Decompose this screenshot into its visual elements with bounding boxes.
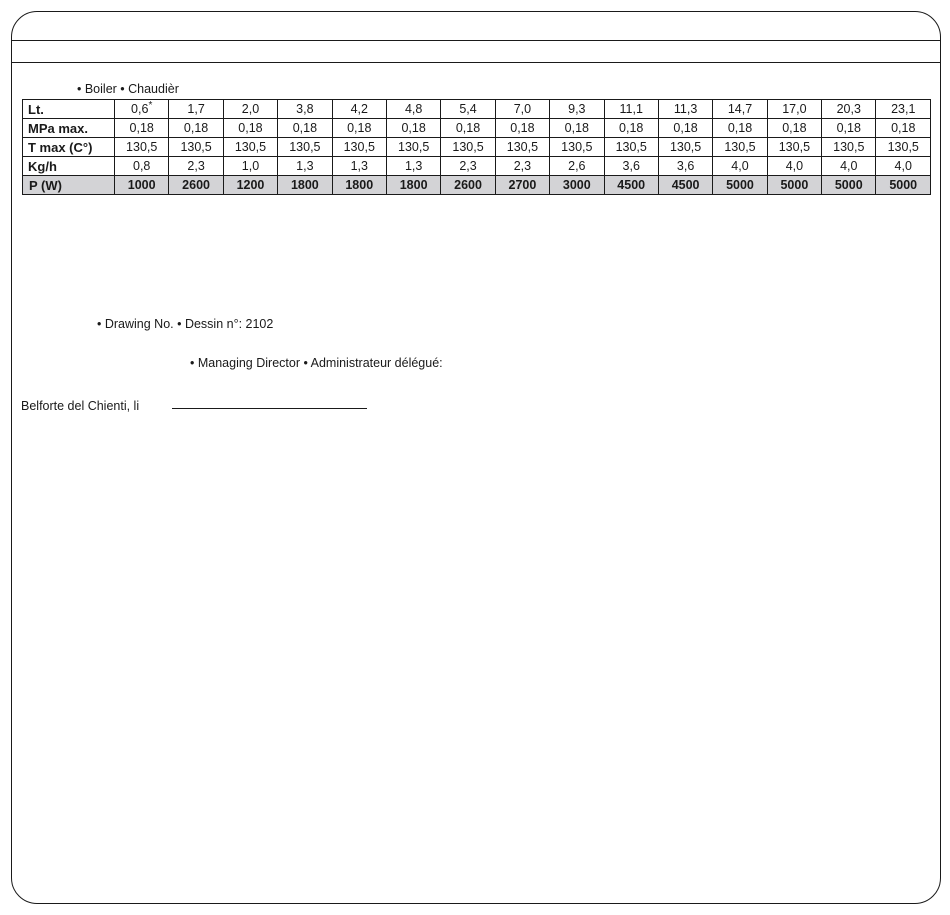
cell-value: 0,18: [619, 120, 644, 135]
cell-value: 1,3: [350, 158, 368, 173]
cell-value: 1200: [236, 177, 265, 192]
cell-value: 130,5: [669, 139, 702, 154]
cell-value: 1800: [290, 177, 319, 192]
table-cell: [767, 157, 821, 176]
cell-value: 5000: [780, 177, 809, 192]
table-cell: [495, 138, 549, 157]
cell-value: 0,18: [455, 120, 481, 135]
cell-value: 0,18: [183, 120, 209, 135]
table-cell: [169, 176, 223, 195]
row-label: T max (C°): [23, 138, 115, 157]
cell-value: 130,5: [506, 139, 539, 154]
cell-value: 2,0: [241, 101, 260, 116]
table-cell: [441, 119, 495, 138]
table-cell: [278, 100, 332, 119]
table-cell: [658, 176, 712, 195]
table-cell: [386, 100, 440, 119]
table-cell: [604, 119, 658, 138]
cell-value: 3,6: [622, 158, 640, 173]
cell-value: 130,5: [452, 139, 484, 154]
table-cell: [604, 138, 658, 157]
cell-value: 11,3: [673, 101, 698, 116]
cell-value: 0,18: [129, 120, 154, 135]
cell-value: 1,3: [404, 158, 423, 173]
table-cell: [278, 138, 332, 157]
table-cell: [822, 100, 876, 119]
table-cell: [767, 176, 821, 195]
table-cell: [386, 157, 440, 176]
cell-value: 0,8: [133, 158, 151, 173]
table-cell: [550, 100, 604, 119]
table-cell: [658, 100, 712, 119]
table-cell: [441, 157, 495, 176]
table-cell: [713, 176, 767, 195]
table-cell: [550, 157, 604, 176]
table-cell: [169, 119, 223, 138]
cell-value: 0,18: [891, 120, 916, 135]
cell-value: 20,3: [836, 101, 861, 116]
table-cell: [604, 100, 658, 119]
cell-value: 1,3: [296, 158, 314, 173]
cell-value: 0,18: [347, 120, 372, 135]
table-cell: [169, 138, 223, 157]
cell-value: 130,5: [398, 139, 430, 154]
table-cell: [604, 157, 658, 176]
cell-value: 3,6: [676, 158, 695, 173]
table-cell: [115, 157, 169, 176]
table-cell: [115, 138, 169, 157]
table-cell: [332, 100, 386, 119]
date-signature-line: [172, 408, 367, 409]
table-cell: [332, 119, 386, 138]
row-label: Kg/h: [23, 157, 115, 176]
table-cell: [550, 119, 604, 138]
cell-value: 2,3: [513, 158, 532, 173]
cell-value: 9,3: [568, 101, 586, 116]
cell-value: 4500: [617, 177, 646, 192]
table-cell: [767, 138, 821, 157]
table-cell: [713, 138, 767, 157]
cell-value: 5000: [726, 177, 754, 192]
cell-value: 4,0: [785, 158, 804, 173]
cell-value: 5,4: [459, 101, 477, 116]
table-cell: [115, 100, 169, 119]
cell-value: 130,5: [126, 139, 158, 154]
table-cell: [822, 157, 876, 176]
cell-value: 130,5: [234, 139, 267, 154]
row-label: P (W): [23, 176, 115, 195]
cell-value: 2600: [454, 177, 482, 192]
footnote-mark: *: [148, 99, 153, 111]
section-title: • Boiler • Chaudièr: [77, 82, 179, 96]
cell-value: 130,5: [180, 139, 212, 154]
cell-value: 2700: [508, 177, 537, 192]
cell-value: 3,8: [296, 101, 314, 116]
cell-value: 0,18: [727, 120, 753, 135]
cell-value: 3000: [562, 177, 591, 192]
cell-value: 130,5: [724, 139, 756, 154]
row-label: MPa max.: [23, 119, 115, 138]
table-cell: [278, 157, 332, 176]
header-rule-bottom: [11, 62, 941, 63]
table-cell: [767, 100, 821, 119]
table-cell: [278, 119, 332, 138]
cell-value: 4,2: [350, 101, 368, 116]
table-cell: [223, 157, 277, 176]
table-cell: [658, 138, 712, 157]
cell-value: 130,5: [833, 139, 865, 154]
table-cell: [658, 157, 712, 176]
cell-value: 7,0: [513, 101, 532, 116]
table-cell: [169, 157, 223, 176]
table-cell: [386, 119, 440, 138]
cell-value: 130,5: [778, 139, 811, 154]
cell-value: 0,18: [673, 120, 698, 135]
table-row: [23, 176, 931, 195]
table-cell: [441, 100, 495, 119]
table-cell: [495, 100, 549, 119]
table-cell: [550, 138, 604, 157]
cell-value: 0,6: [131, 101, 149, 116]
cell-value: 0,18: [401, 120, 426, 135]
cell-value: 17,0: [782, 101, 807, 116]
table-cell: [278, 176, 332, 195]
table-cell: [169, 100, 223, 119]
cell-value: 0,18: [782, 120, 807, 135]
table-cell: [876, 176, 931, 195]
cell-value: 0,18: [238, 120, 263, 135]
table-cell: [332, 157, 386, 176]
table-cell: [223, 100, 277, 119]
cell-value: 4,0: [894, 158, 912, 173]
cell-value: 1000: [127, 177, 156, 192]
cell-value: 2600: [182, 177, 210, 192]
cell-value: 130,5: [343, 139, 375, 154]
place-date-label: Belforte del Chienti, li: [21, 399, 140, 413]
table-cell: [767, 119, 821, 138]
boiler-specs-table: [22, 99, 931, 195]
table-cell: [876, 119, 931, 138]
cell-value: 4,0: [840, 158, 858, 173]
table-cell: [441, 176, 495, 195]
cell-value: 0,18: [510, 120, 535, 135]
cell-value: 1,7: [187, 101, 205, 116]
table-cell: [115, 176, 169, 195]
table-cell: [822, 138, 876, 157]
table-cell: [658, 119, 712, 138]
table-cell: [876, 138, 931, 157]
cell-value: 11,1: [619, 101, 643, 116]
table-row: [23, 119, 931, 138]
cell-value: 2,3: [459, 158, 477, 173]
cell-value: 130,5: [561, 139, 593, 154]
table-cell: [495, 157, 549, 176]
table-row: [23, 100, 931, 119]
cell-value: 23,1: [891, 101, 916, 116]
table-cell: [115, 119, 169, 138]
table-cell: [876, 157, 931, 176]
table-cell: [550, 176, 604, 195]
cell-value: 130,5: [615, 139, 647, 154]
cell-value: 0,18: [292, 120, 318, 135]
table-cell: [876, 100, 931, 119]
cell-value: 1,0: [241, 158, 260, 173]
cell-value: 0,18: [564, 120, 589, 135]
row-label: Lt.: [23, 100, 115, 119]
table-cell: [822, 176, 876, 195]
table-cell: [713, 119, 767, 138]
cell-value: 14,7: [727, 101, 753, 116]
managing-director-label: • Managing Director • Administrateur délégué:: [190, 356, 443, 370]
cell-value: 1800: [345, 177, 374, 192]
cell-value: 1800: [399, 177, 428, 192]
table-cell: [332, 138, 386, 157]
cell-value: 130,5: [289, 139, 321, 154]
cell-value: 5000: [834, 177, 863, 192]
table-cell: [822, 119, 876, 138]
table-cell: [332, 176, 386, 195]
cell-value: 130,5: [887, 139, 919, 154]
cell-value: 5000: [889, 177, 918, 192]
cell-value: 4,0: [731, 158, 749, 173]
table-cell: [386, 176, 440, 195]
table-cell: [495, 119, 549, 138]
table-cell: [223, 119, 277, 138]
table-cell: [441, 138, 495, 157]
cell-value: 2,3: [187, 158, 205, 173]
cell-value: 0,18: [836, 120, 861, 135]
cell-value: 4,8: [404, 101, 423, 116]
cell-value: 2,6: [568, 158, 586, 173]
cell-value: 4500: [671, 177, 700, 192]
table-cell: [386, 138, 440, 157]
table-cell: [223, 138, 277, 157]
table-cell: [713, 157, 767, 176]
header-rule-top: [11, 40, 941, 41]
table-cell: [495, 176, 549, 195]
drawing-number: • Drawing No. • Dessin n°: 2102: [97, 317, 274, 331]
table-row: [23, 138, 931, 157]
table-cell: [223, 176, 277, 195]
table-cell: [713, 100, 767, 119]
table-cell: [604, 176, 658, 195]
table-row: [23, 157, 931, 176]
